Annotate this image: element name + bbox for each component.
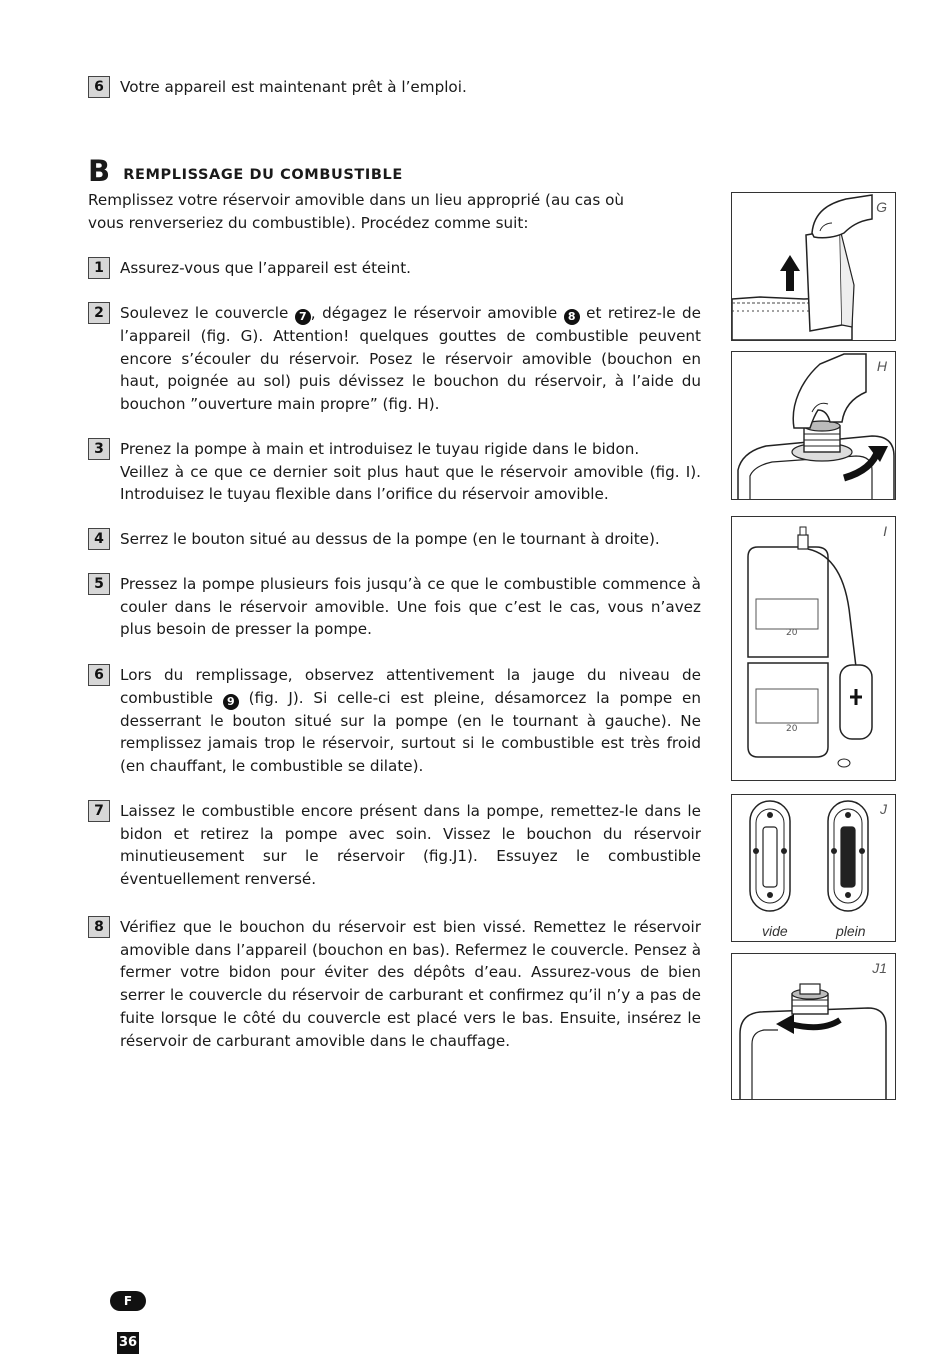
component-reference-9: 9 — [223, 694, 239, 710]
step-8 — [88, 916, 701, 1052]
step-text: Votre appareil est maintenant prêt à l’emploi. — [120, 78, 467, 96]
figure-i — [731, 516, 896, 781]
step-number-badge: 4 — [88, 528, 110, 550]
step-text: Lors du remplissage, observez attentivement la jauge du niveau de combustible 9 (fig. J). Si celle-ci est pleine, désamorcez la pompe en desserrant le bouton situé sur la pompe (en le tournant à gauche). Ne remplissez jamais trop le réservoir, surtout si le combustible est très froid (en chauffant, le combustible se dilate). — [120, 666, 701, 776]
figure-g — [731, 192, 896, 341]
step-number-badge: 7 — [88, 800, 110, 822]
tank-removal-illustration — [732, 193, 895, 340]
figure-label: J — [880, 801, 887, 817]
step-text: Assurez-vous que l’appareil est éteint. — [120, 259, 411, 277]
full-caption: plein — [836, 923, 866, 939]
figure-label: J1 — [872, 960, 887, 976]
step-number-badge: 6 — [88, 664, 110, 686]
step-5 — [88, 573, 701, 641]
step-text: Pressez la pompe plusieurs fois jusqu’à ce que le combustible commence à couler dans le réservoir amovible. Une fois que c’est le cas, vous n’avez plus besoin de presser la pompe. — [120, 575, 701, 639]
step-2 — [88, 302, 701, 416]
section-title: REMPLISSAGE DU COMBUSTIBLE — [123, 167, 403, 183]
fuel-gauge-illustration — [732, 795, 895, 941]
cap-unscrewing-illustration — [732, 352, 895, 499]
step-number-badge: 5 — [88, 573, 110, 595]
figure-h — [731, 351, 896, 500]
step-6 — [88, 664, 701, 778]
step-text: Laissez le combustible encore présent dans la pompe, remettez-le dans le bidon et retirez la pompe avec soin. Vissez le bouchon du réservoir minutieusement sur le réservoir (fig.J1). Essuyez le combustible éventuellement renversé. — [120, 802, 701, 889]
figure-j1 — [731, 953, 896, 1100]
step-3 — [88, 438, 701, 506]
component-reference-8: 8 — [564, 309, 580, 325]
figure-label: H — [876, 358, 887, 374]
page-number: 36 — [117, 1332, 139, 1354]
can-number: 20 — [786, 628, 798, 638]
pump-setup-illustration — [732, 517, 895, 780]
figure-label: G — [876, 199, 887, 215]
intro-step — [88, 76, 701, 99]
section-intro: Remplissez votre réservoir amovible dans un lieu approprié (au cas où vous renverseriez du combustible). Procédez comme suit: — [88, 191, 625, 232]
step-number-badge: 2 — [88, 302, 110, 324]
section-heading — [88, 154, 701, 188]
empty-caption: vide — [762, 923, 788, 939]
section-letter: B — [88, 154, 111, 188]
figure-j — [731, 794, 896, 942]
empty-gauge — [750, 801, 790, 911]
step-number-badge: 6 — [88, 76, 110, 98]
step-text: Soulevez le couvercle 7 , dégagez le réservoir amovible 8 et retirez-le de l’appareil (fig. G). Attention! quelques gouttes de combustible peuvent encore s’écouler du réservoir. Posez le réservoir amovible (bouchon en haut, poignée au sol) puis dévissez le bouchon du réservoir, à l’aide du bouchon ”ouverture main propre” (fig. H). — [120, 304, 701, 414]
step-number-badge: 8 — [88, 916, 110, 938]
full-gauge — [828, 801, 868, 911]
step-text: Serrez le bouton situé au dessus de la pompe (en le tournant à droite). — [120, 530, 660, 548]
step-number-badge: 1 — [88, 257, 110, 279]
step-7 — [88, 800, 701, 891]
step-text: Vérifiez que le bouchon du réservoir est bien vissé. Remettez le réservoir amovible dans l’appareil (bouchon en bas). Refermez le couvercle. Pensez à fermer votre bidon pour éviter des dépôts d’eau. Assurez-vous de bien serrer le couvercle du réservoir de carburant et confirmez qu’il n’y a pas de fuite lorsque le côté du couvercle est placé vers le bas. Ensuite, insérez le réservoir de carburant amovible dans le chauffage. — [120, 918, 701, 1050]
step-1 — [88, 257, 701, 280]
step-number-badge: 3 — [88, 438, 110, 460]
cap-tightening-illustration — [732, 954, 895, 1099]
step-4 — [88, 528, 701, 551]
step-text: Prenez la pompe à main et introduisez le tuyau rigide dans le bidon. Veillez à ce que ce dernier soit plus haut que le réservoir amovible (fig. I). Introduisez le tuyau flexible dans l’orifice du réservoir amovible. — [120, 440, 701, 504]
language-badge: F — [110, 1291, 146, 1311]
component-reference-7: 7 — [295, 309, 311, 325]
figure-label: I — [883, 523, 887, 539]
can-number: 20 — [786, 724, 798, 734]
